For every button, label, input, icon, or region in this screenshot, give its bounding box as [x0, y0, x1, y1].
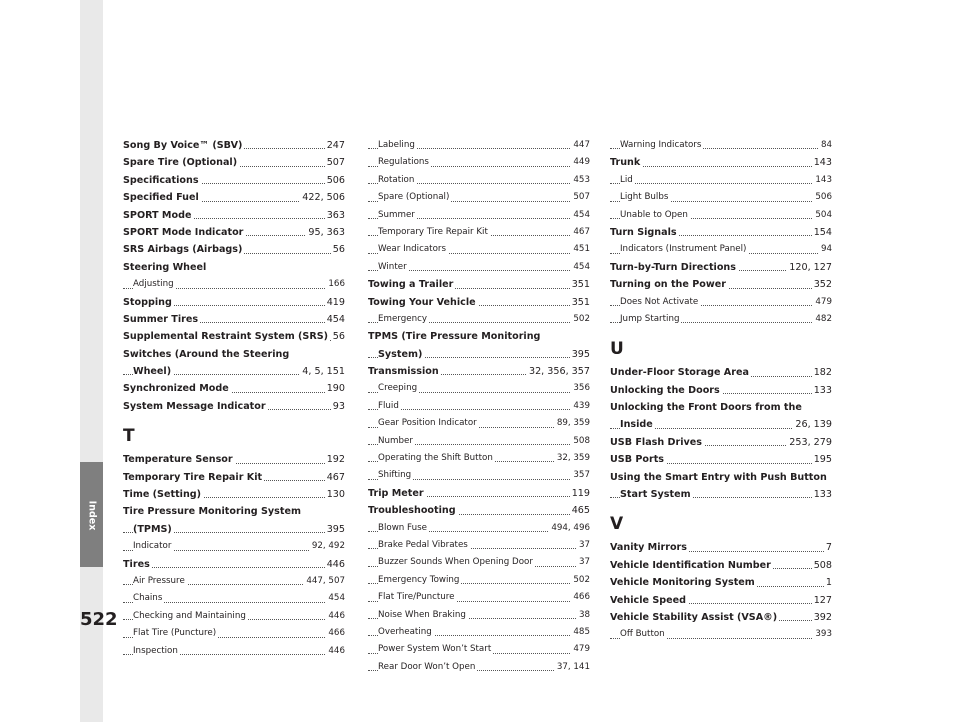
index-subentry[interactable]: [368, 589, 590, 606]
section-letter: V: [610, 514, 624, 535]
entry-page-ref[interactable]: 56: [331, 328, 345, 345]
entry-page-ref[interactable]: 485: [571, 624, 590, 641]
entry-label: Time (Setting): [123, 489, 202, 501]
entry-label: Temperature Sensor: [123, 454, 233, 466]
entry-page-ref[interactable]: 453: [571, 172, 590, 189]
entry-page-ref[interactable]: 467: [571, 224, 590, 241]
entry-page-ref[interactable]: 190: [325, 380, 345, 397]
index-subentry[interactable]: [368, 554, 590, 571]
index-subentry[interactable]: [368, 398, 590, 415]
entry-page-ref[interactable]: 395: [570, 346, 590, 363]
entry-label: Jump Starting: [620, 313, 680, 324]
entry-label: Using the Smart Entry with Push Button: [610, 471, 827, 483]
entry-page-ref[interactable]: 247: [325, 137, 345, 154]
entry-page-ref[interactable]: 37, 141: [555, 659, 590, 676]
entry-label: Inspection: [133, 645, 178, 656]
index-entry[interactable]: [123, 259, 345, 276]
index-entry[interactable]: [610, 574, 832, 591]
index-entry[interactable]: [610, 259, 832, 276]
entry-page-ref[interactable]: 479: [571, 641, 590, 658]
index-subentry[interactable]: [368, 572, 590, 589]
entry-page-ref[interactable]: 127: [812, 592, 832, 609]
entry-page-ref[interactable]: 508: [571, 433, 590, 450]
entry-page-ref[interactable]: 449: [571, 154, 590, 171]
entry-page-ref[interactable]: 37: [577, 537, 590, 554]
entry-page-ref[interactable]: 1: [824, 574, 832, 591]
entry-label: Supplemental Restraint System (SRS): [123, 331, 329, 343]
entry-page-ref[interactable]: 465: [570, 502, 590, 519]
index-entry[interactable]: [610, 557, 832, 574]
index-entry[interactable]: [123, 189, 345, 206]
index-subentry[interactable]: [610, 241, 832, 258]
entry-page-ref[interactable]: 507: [571, 189, 590, 206]
entry-page-ref[interactable]: 352: [812, 276, 832, 293]
entry-label: Air Pressure: [133, 575, 185, 586]
index-entry[interactable]: [123, 451, 345, 468]
index-subentry[interactable]: [368, 207, 590, 224]
entry-label: Noise When Braking: [378, 609, 466, 620]
entry-label: Tire Pressure Monitoring System: [123, 506, 301, 518]
entry-label: Creeping: [378, 383, 418, 394]
entry-page-ref[interactable]: 447, 507: [304, 573, 345, 590]
index-subentry[interactable]: [610, 189, 832, 206]
entry-page-ref[interactable]: 253, 279: [787, 434, 832, 451]
entry-page-ref[interactable]: 93: [331, 398, 345, 415]
entry-page-ref[interactable]: 4, 5, 151: [300, 363, 345, 380]
entry-label: Trip Meter: [368, 487, 424, 499]
entry-label: Trunk: [610, 157, 641, 169]
entry-label: Fluid: [378, 400, 399, 411]
entry-page-ref[interactable]: 154: [812, 224, 832, 241]
index-entry[interactable]: [123, 556, 345, 573]
entry-page-ref[interactable]: 419: [325, 294, 345, 311]
entry-label: Specified Fuel: [123, 192, 199, 204]
entry-label: Flat Tire/Puncture: [378, 592, 455, 603]
entry-label: Vanity Mirrors: [610, 542, 688, 554]
index-entry[interactable]: [610, 434, 832, 451]
index-entry[interactable]: [368, 346, 590, 363]
index-entry[interactable]: [610, 382, 832, 399]
entry-label: Warning Indicators: [620, 140, 702, 150]
entry-label: Start System: [620, 489, 691, 501]
entry-page-ref[interactable]: 363: [325, 207, 345, 224]
index-entry[interactable]: [123, 328, 345, 345]
entry-label: Spare (Optional): [378, 192, 450, 203]
entry-label: SPORT Mode Indicator: [123, 226, 244, 238]
entry-page-ref[interactable]: 351: [570, 294, 590, 311]
entry-page-ref[interactable]: 446: [325, 556, 345, 573]
index-entry[interactable]: [610, 592, 832, 609]
entry-label: Vehicle Monitoring System: [610, 577, 755, 589]
entry-label: Emergency Towing: [378, 574, 460, 585]
entry-label: Brake Pedal Vibrates: [378, 539, 468, 550]
entry-page-ref[interactable]: 466: [326, 625, 345, 642]
leader-dots: [368, 409, 590, 410]
entry-label: Switches (Around the Steering: [123, 348, 290, 360]
entry-page-ref[interactable]: 133: [812, 486, 832, 503]
index-entry[interactable]: [610, 539, 832, 556]
index-tab-label: Index: [86, 500, 98, 531]
index-subentry[interactable]: [610, 626, 832, 643]
entry-label: Turn Signals: [610, 226, 677, 238]
entry-label: Towing a Trailer: [368, 279, 454, 291]
index-subentry[interactable]: [123, 538, 345, 555]
entry-label: (TPMS): [133, 523, 172, 535]
index-subentry[interactable]: [368, 624, 590, 641]
index-column-2: [368, 137, 590, 676]
entry-label: Does Not Activate: [620, 296, 699, 307]
entry-page-ref[interactable]: 447: [571, 137, 590, 154]
leader-dots: [123, 567, 345, 568]
entry-page-ref[interactable]: 32, 356, 357: [527, 363, 590, 380]
index-subentry[interactable]: [368, 154, 590, 171]
entry-page-ref[interactable]: 357: [571, 467, 590, 484]
index-subentry[interactable]: [610, 207, 832, 224]
entry-label: Spare Tire (Optional): [123, 157, 238, 169]
entry-label: USB Flash Drives: [610, 436, 703, 448]
entry-page-ref[interactable]: 143: [812, 154, 832, 171]
section-letter: U: [610, 339, 624, 360]
entry-page-ref[interactable]: 26, 139: [793, 416, 832, 433]
entry-page-ref[interactable]: 182: [812, 364, 832, 381]
entry-label: Lid: [620, 174, 633, 185]
entry-label: Adjusting: [133, 279, 174, 290]
index-subentry[interactable]: [368, 450, 590, 467]
entry-label: Temporary Tire Repair Kit: [123, 471, 263, 483]
entry-label: System Message Indicator: [123, 400, 266, 412]
entry-label: Vehicle Identification Number: [610, 559, 771, 571]
entry-label: Song By Voice™ (SBV): [123, 140, 243, 151]
entry-label: Turn-by-Turn Directions: [610, 261, 736, 273]
entry-label: Towing Your Vehicle: [368, 296, 476, 308]
entry-label: Stopping: [123, 296, 172, 308]
index-entry[interactable]: [123, 363, 345, 380]
index-subentry[interactable]: [368, 467, 590, 484]
index-column-1: [123, 137, 345, 660]
index-subentry[interactable]: [368, 137, 590, 154]
entry-page-ref[interactable]: 502: [571, 311, 590, 328]
entry-label: Light Bulbs: [620, 192, 669, 203]
entry-label: System): [378, 348, 423, 360]
entry-label: Specifications: [123, 174, 199, 186]
leader-dots: [610, 183, 832, 184]
entry-label: Summer: [378, 209, 415, 220]
entry-page-ref[interactable]: 192: [325, 451, 345, 468]
index-entry[interactable]: [123, 137, 345, 154]
entry-label: Under-Floor Storage Area: [610, 367, 749, 379]
index-entry[interactable]: [610, 486, 832, 503]
index-entry[interactable]: [123, 380, 345, 397]
entry-label: USB Ports: [610, 454, 665, 466]
entry-label: Chains: [133, 593, 163, 604]
entry-label: TPMS (Tire Pressure Monitoring: [368, 331, 541, 343]
entry-page-ref[interactable]: 133: [812, 382, 832, 399]
entry-label: SRS Airbags (Airbags): [123, 244, 243, 256]
index-entry[interactable]: [123, 398, 345, 415]
entry-label: Emergency: [378, 313, 427, 324]
index-subentry[interactable]: [368, 189, 590, 206]
entry-page-ref[interactable]: 393: [813, 626, 832, 643]
entry-label: Troubleshooting: [368, 505, 456, 517]
entry-label: Rotation: [378, 174, 415, 185]
entry-label: Gear Position Indicator: [378, 418, 477, 429]
entry-label: Inside: [620, 419, 653, 431]
entry-label: Unlocking the Front Doors from the: [610, 402, 802, 414]
entry-label: Tires: [123, 558, 150, 570]
entry-label: Synchronized Mode: [123, 383, 229, 395]
entry-label: SPORT Mode: [123, 209, 192, 221]
index-subentry[interactable]: [368, 241, 590, 258]
section-letter: T: [123, 426, 135, 447]
entry-page-ref[interactable]: 446: [326, 608, 345, 625]
index-entry[interactable]: [610, 609, 832, 626]
index-entry[interactable]: [368, 363, 590, 380]
entry-page-ref[interactable]: 467: [325, 469, 345, 486]
index-subentry[interactable]: [368, 172, 590, 189]
index-subentry[interactable]: [368, 224, 590, 241]
index-subentry[interactable]: [610, 172, 832, 189]
entry-page-ref[interactable]: 38: [577, 607, 590, 624]
entry-label: Buzzer Sounds When Opening Door: [378, 557, 533, 568]
entry-label: Operating the Shift Button: [378, 453, 493, 464]
index-subentry[interactable]: [123, 608, 345, 625]
index-entry[interactable]: [368, 502, 590, 519]
entry-label: Vehicle Speed: [610, 594, 687, 606]
entry-page-ref[interactable]: 392: [812, 609, 832, 626]
entry-page-ref[interactable]: 454: [325, 311, 345, 328]
entry-page-ref[interactable]: 56: [331, 241, 345, 258]
entry-page-ref[interactable]: 502: [571, 572, 590, 589]
page-number: 522: [80, 609, 118, 630]
entry-label: Vehicle Stability Assist (VSA®): [610, 611, 778, 623]
index-entry[interactable]: [610, 364, 832, 381]
index-subentry[interactable]: [368, 433, 590, 450]
entry-page-ref[interactable]: 143: [813, 172, 832, 189]
entry-page-ref[interactable]: 506: [813, 189, 832, 206]
entry-page-ref[interactable]: 494, 496: [549, 520, 590, 537]
entry-label: Shifting: [378, 470, 412, 481]
index-entry[interactable]: [123, 294, 345, 311]
index-column-3: [610, 137, 832, 644]
entry-label: Checking and Maintaining: [133, 610, 246, 621]
index-subentry[interactable]: [610, 294, 832, 311]
index-subentry[interactable]: [368, 259, 590, 276]
index-entry[interactable]: [368, 276, 590, 293]
index-entry[interactable]: [610, 469, 832, 486]
entry-label: Summer Tires: [123, 313, 199, 325]
index-entry[interactable]: [368, 294, 590, 311]
index-entry[interactable]: [123, 521, 345, 538]
index-subentry[interactable]: [368, 415, 590, 432]
index-subentry[interactable]: [123, 590, 345, 607]
entry-page-ref[interactable]: 466: [571, 589, 590, 606]
entry-label: Transmission: [368, 366, 439, 378]
entry-page-ref[interactable]: 439: [571, 398, 590, 415]
index-entry[interactable]: [123, 311, 345, 328]
entry-page-ref[interactable]: 89, 359: [555, 415, 590, 432]
index-entry[interactable]: [610, 276, 832, 293]
index-subentry[interactable]: [368, 537, 590, 554]
entry-label: Flat Tire (Puncture): [133, 628, 217, 639]
index-entry[interactable]: [123, 503, 345, 520]
entry-label: Indicator: [133, 541, 172, 552]
index-entry[interactable]: [610, 154, 832, 171]
entry-label: Unable to Open: [620, 209, 688, 220]
entry-label: Steering Wheel: [123, 261, 207, 273]
index-entry[interactable]: [123, 172, 345, 189]
entry-label: Rear Door Won’t Open: [378, 661, 476, 672]
index-entry[interactable]: [123, 154, 345, 171]
entry-page-ref[interactable]: 195: [812, 451, 832, 468]
index-entry[interactable]: [123, 486, 345, 503]
entry-page-ref[interactable]: 454: [571, 207, 590, 224]
entry-page-ref[interactable]: 506: [325, 172, 345, 189]
entry-page-ref[interactable]: 454: [571, 259, 590, 276]
entry-label: Off Button: [620, 629, 665, 640]
entry-page-ref[interactable]: 356: [571, 380, 590, 397]
index-entry[interactable]: [123, 224, 345, 241]
index-subentry[interactable]: [123, 625, 345, 642]
entry-label: Temporary Tire Repair Kit: [378, 226, 488, 237]
entry-page-ref[interactable]: 446: [326, 643, 345, 660]
index-subentry[interactable]: [368, 380, 590, 397]
index-subentry[interactable]: [123, 573, 345, 590]
index-subentry[interactable]: [368, 311, 590, 328]
entry-page-ref[interactable]: 166: [326, 276, 345, 293]
index-entry[interactable]: [123, 346, 345, 363]
entry-page-ref[interactable]: 84: [819, 137, 832, 154]
entry-label: Indicators (Instrument Panel): [620, 244, 747, 255]
entry-page-ref[interactable]: 351: [570, 276, 590, 293]
index-entry[interactable]: [123, 207, 345, 224]
entry-page-ref[interactable]: 95, 363: [306, 224, 345, 241]
entry-page-ref[interactable]: 451: [571, 241, 590, 258]
index-subentry[interactable]: [610, 137, 832, 154]
index-entry[interactable]: [123, 241, 345, 258]
entry-page-ref[interactable]: 130: [325, 486, 345, 503]
entry-label: Blown Fuse: [378, 522, 427, 533]
entry-page-ref[interactable]: 507: [325, 154, 345, 171]
entry-page-ref[interactable]: 482: [813, 311, 832, 328]
entry-label: Unlocking the Doors: [610, 384, 720, 396]
entry-page-ref[interactable]: 395: [325, 521, 345, 538]
entry-page-ref[interactable]: 479: [813, 294, 832, 311]
index-entry[interactable]: [368, 328, 590, 345]
entry-page-ref[interactable]: 504: [813, 207, 832, 224]
entry-page-ref[interactable]: 7: [824, 539, 832, 556]
entry-label: Labeling: [378, 140, 415, 150]
entry-label: Turning on the Power: [610, 279, 726, 291]
entry-label: Winter: [378, 261, 407, 272]
index-entry[interactable]: [610, 416, 832, 433]
entry-label: Regulations: [378, 157, 429, 168]
index-entry[interactable]: [610, 399, 832, 416]
entry-page-ref[interactable]: 119: [570, 485, 590, 502]
entry-label: Overheating: [378, 626, 432, 637]
entry-label: Wheel): [133, 366, 172, 378]
index-subentry[interactable]: [610, 311, 832, 328]
index-entry[interactable]: [368, 485, 590, 502]
entry-page-ref[interactable]: 422, 506: [300, 189, 345, 206]
index-subentry[interactable]: [123, 276, 345, 293]
entry-label: Number: [378, 435, 413, 446]
entry-page-ref[interactable]: 92, 492: [310, 538, 345, 555]
index-subentry[interactable]: [368, 520, 590, 537]
leader-dots: [610, 166, 832, 167]
index-entry[interactable]: [123, 469, 345, 486]
index-entry[interactable]: [610, 451, 832, 468]
entry-label: Power System Won’t Start: [378, 644, 492, 655]
entry-page-ref[interactable]: 454: [326, 590, 345, 607]
index-subentry[interactable]: [123, 643, 345, 660]
entry-page-ref[interactable]: 94: [819, 241, 832, 258]
index-entry[interactable]: [610, 224, 832, 241]
entry-page-ref[interactable]: 37: [577, 554, 590, 571]
index-subentry[interactable]: [368, 641, 590, 658]
index-subentry[interactable]: [368, 607, 590, 624]
entry-page-ref[interactable]: 32, 359: [555, 450, 590, 467]
entry-page-ref[interactable]: 508: [812, 557, 832, 574]
entry-page-ref[interactable]: 120, 127: [787, 259, 832, 276]
entry-label: Wear Indicators: [378, 244, 446, 255]
index-subentry[interactable]: [368, 659, 590, 676]
